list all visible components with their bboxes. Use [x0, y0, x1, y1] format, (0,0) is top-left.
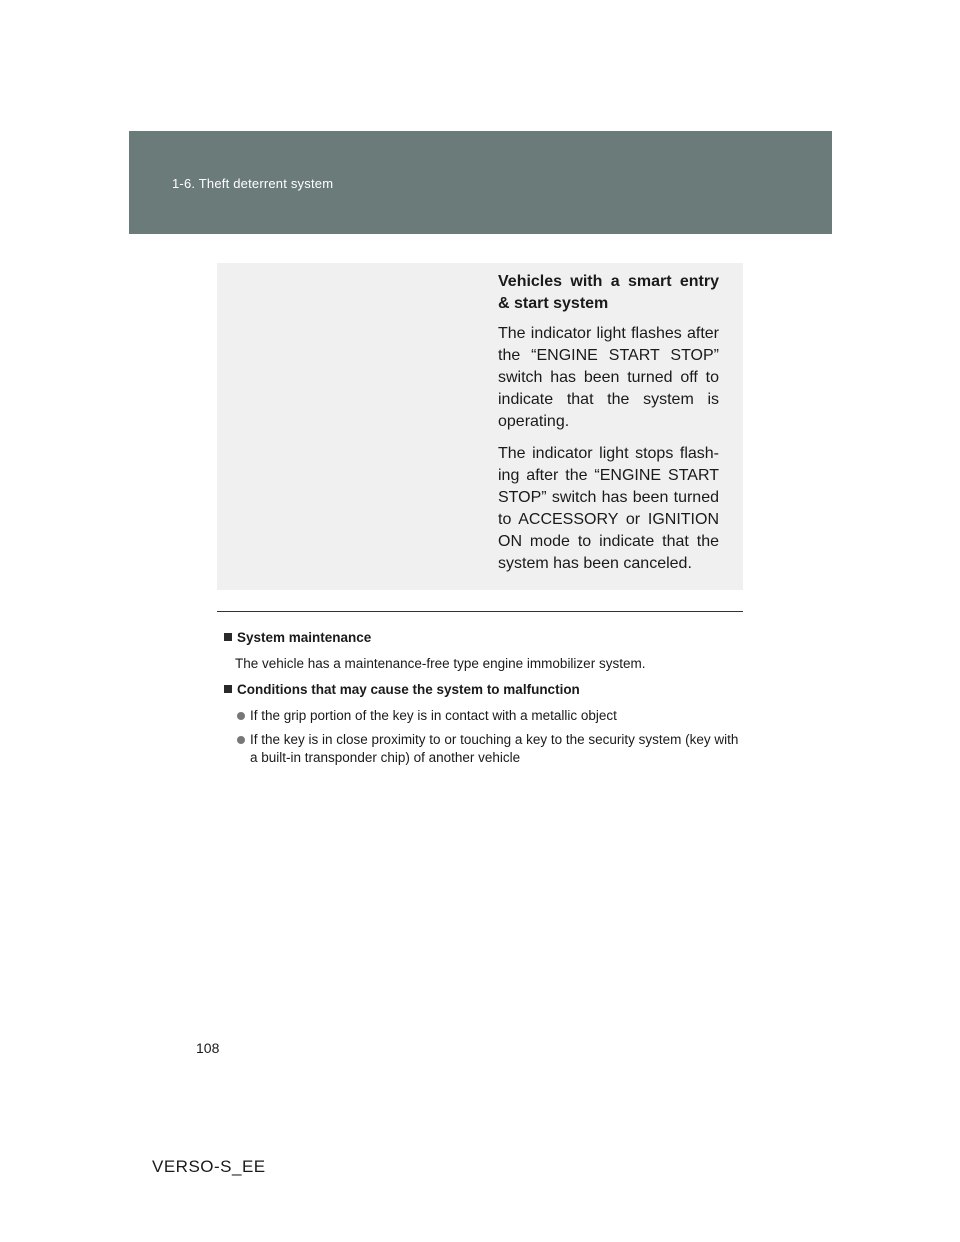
- note-heading-text: System maintenance: [237, 630, 372, 645]
- circle-bullet-icon: [237, 712, 245, 720]
- notes-section: [222, 629, 742, 773]
- section-title: 1-6. Theft deterrent system: [172, 176, 334, 191]
- info-text: [498, 271, 719, 585]
- document-code: VERSO-S_EE: [152, 1157, 266, 1176]
- info-paragraph: The indicator light stops flash-ing after the “ENGINE START STOP” switch has been turned to ACCESSORY or IGNITION ON mode to indicate that the system has been canceled.: [498, 445, 719, 572]
- page-number: 108: [196, 1040, 220, 1056]
- square-bullet-icon: [224, 633, 232, 641]
- list-item-text: If the grip portion of the key is in contact with a metallic object: [250, 708, 617, 723]
- note-heading: [222, 629, 742, 647]
- note-heading: [222, 681, 742, 699]
- circle-bullet-icon: [237, 736, 245, 744]
- note-text: The vehicle has a maintenance-free type engine immobilizer system.: [235, 656, 646, 671]
- list-item: [235, 731, 742, 767]
- square-bullet-icon: [224, 685, 232, 693]
- list-item-text: If the key is in close proximity to or touching a key to the security system (key with a built-in transponder chip) of another vehicle: [250, 732, 739, 765]
- list-item: [235, 707, 742, 725]
- info-paragraph: The indicator light flashes after the “ENGINE START STOP” switch has been turned off to indicate that the system is operating.: [498, 325, 719, 430]
- info-box: [217, 263, 743, 590]
- divider: [217, 611, 743, 612]
- note-heading-text: Conditions that may cause the system to malfunction: [237, 682, 580, 697]
- section-header-bar: [129, 131, 832, 234]
- info-heading: Vehicles with a smart entry & start system: [498, 273, 719, 312]
